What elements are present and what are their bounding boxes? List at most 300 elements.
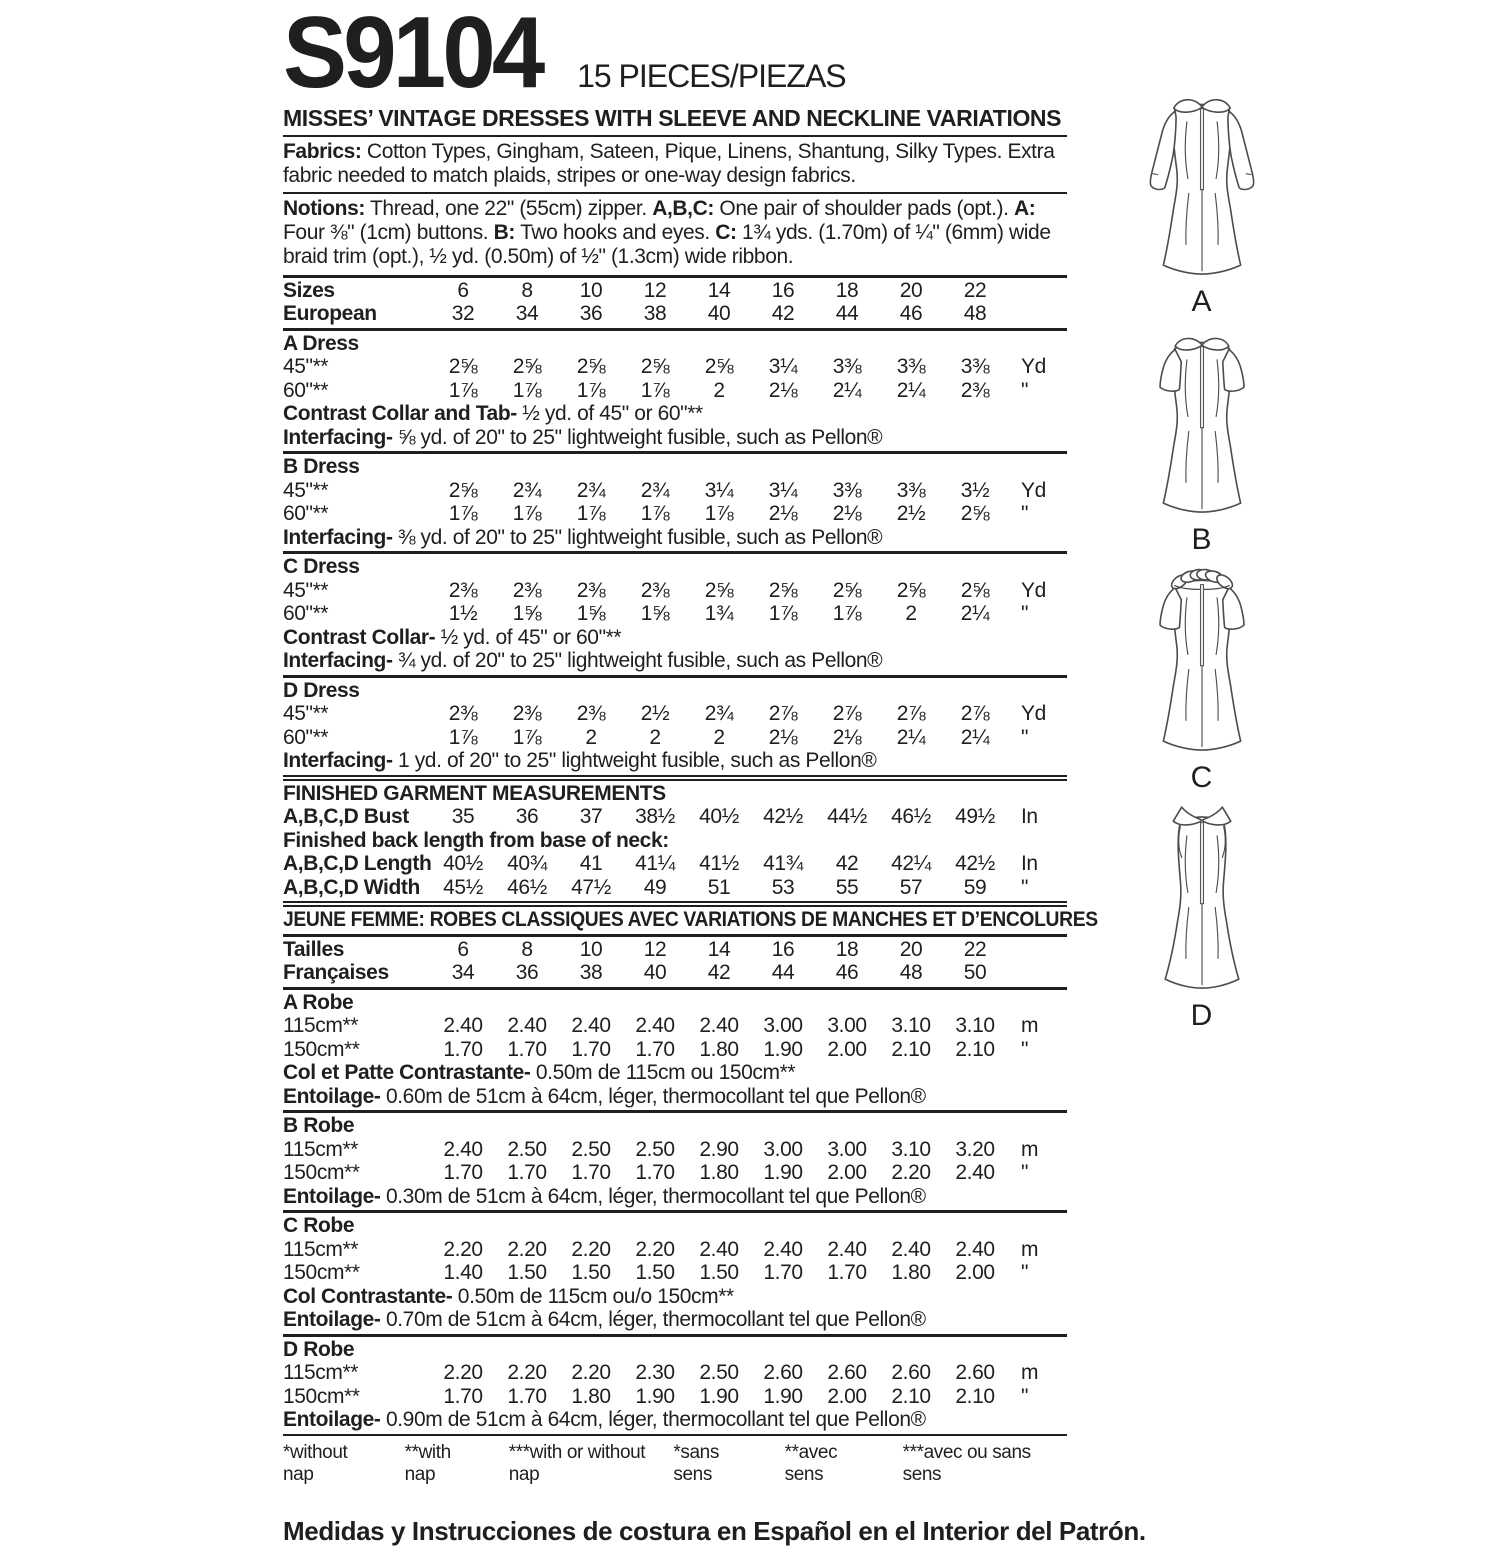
data-row (283, 805, 1067, 829)
cell-value: 2.10 (891, 1037, 931, 1061)
row-label: 150cm** (283, 1037, 360, 1061)
unit-cell: " (1021, 602, 1029, 626)
cell-value: 2⅛ (768, 502, 798, 526)
cell-value: 2⅝ (960, 578, 990, 602)
data-row (283, 379, 1067, 403)
row-label: 150cm** (283, 1161, 360, 1185)
cell-value: 34 (515, 302, 539, 326)
cell-value: 3.10 (891, 1014, 931, 1038)
cell-value: 48 (899, 961, 923, 985)
unit-cell: " (1021, 875, 1029, 899)
table-section (283, 551, 1067, 675)
cell-value: 41½ (699, 852, 739, 876)
cell-value: 44 (771, 961, 795, 985)
note-label: Entoilage- (283, 1084, 381, 1108)
row-label: 45"** (283, 478, 329, 502)
cell-value: 10 (579, 937, 603, 961)
cell-value: 1.80 (571, 1384, 611, 1408)
cell-value: 2⅜ (576, 578, 606, 602)
bold-run: B: (493, 220, 516, 244)
row-label: Tailles (283, 937, 345, 961)
unit-cell (1007, 279, 1067, 303)
cell-value: 2.50 (507, 1137, 547, 1161)
cell-value: 2¼ (896, 725, 926, 749)
bold-run: A,B,C: (652, 196, 714, 220)
cell-value: 2⅞ (896, 702, 926, 726)
table-section (283, 901, 1098, 934)
cell-value: 16 (771, 937, 795, 961)
cell-value: 2.00 (827, 1037, 867, 1061)
unit-cell: Yd (1021, 478, 1046, 502)
cell-value: 1.70 (635, 1037, 675, 1061)
row-label: Sizes (283, 278, 335, 302)
unit-cell: m (1021, 1237, 1039, 1261)
cell-value: 1.70 (443, 1037, 483, 1061)
cell-value: 20 (899, 278, 923, 302)
cell-value: 2⅝ (960, 502, 990, 526)
cell-value: 32 (451, 302, 475, 326)
cell-value: 41 (579, 852, 603, 876)
cell-value: 2 (585, 725, 597, 749)
bold-run: C: (715, 220, 737, 244)
cell-value: 2¾ (512, 478, 542, 502)
cell-value: 59 (963, 875, 987, 899)
unit-cell: " (1021, 1037, 1029, 1061)
cell-value: 2⅜ (960, 378, 990, 402)
notions-paragraph (283, 194, 1067, 273)
cell-value: 2.40 (443, 1137, 483, 1161)
note-label: Interfacing- (283, 749, 393, 773)
unit-cell: m (1021, 1014, 1039, 1038)
cell-value: 2⅝ (576, 355, 606, 379)
data-row (283, 1385, 1067, 1409)
cell-value: 53 (771, 875, 795, 899)
footnote-item: ***avec ou sans sens (902, 1441, 1031, 1485)
table-section (283, 987, 1067, 1111)
cell-value: 2¾ (576, 478, 606, 502)
cell-value: 2⅝ (512, 355, 542, 379)
row-label: 150cm** (283, 1384, 360, 1408)
cell-value: 1.80 (699, 1161, 739, 1185)
section-heading: B Dress (283, 455, 360, 479)
cell-value: 2.40 (827, 1237, 867, 1261)
note-label: Entoilage- (283, 1308, 381, 1332)
cell-value: 3.00 (763, 1137, 803, 1161)
data-row (283, 579, 1067, 603)
cell-value: 1.70 (443, 1161, 483, 1185)
section-heading: Finished back length from base of neck: (283, 828, 669, 852)
cell-value: 2⅞ (768, 702, 798, 726)
cell-value: 10 (579, 278, 603, 302)
data-row (283, 1138, 1067, 1162)
note-label: Interfacing- (283, 425, 393, 449)
row-label: 60"** (283, 602, 329, 626)
data-row (283, 502, 1067, 526)
dress-a-illustration (1123, 86, 1281, 284)
footnotes-right (673, 1442, 1067, 1486)
cell-value: 3⅜ (832, 478, 862, 502)
cell-value: 42 (707, 961, 731, 985)
unit-cell (1007, 938, 1067, 962)
cell-value: 2.00 (955, 1261, 995, 1285)
cell-value: 42 (771, 302, 795, 326)
row-label: 115cm** (283, 1137, 359, 1161)
cell-value: 2⅛ (768, 725, 798, 749)
note-row (283, 1308, 1067, 1332)
cell-value: 2⅜ (512, 702, 542, 726)
row-label: Françaises (283, 961, 389, 985)
footer-note: Medidas y Instrucciones de costura en Español en el Interior del Patrón. (283, 1515, 1146, 1546)
table-section (283, 1110, 1067, 1210)
cell-value: 20 (899, 937, 923, 961)
pattern-number: S9104 (283, 0, 542, 109)
cell-value: 2.20 (443, 1361, 483, 1385)
cell-value: 40 (707, 302, 731, 326)
cell-value: 1⅞ (512, 378, 542, 402)
note-text: ⅝ yd. of 20" to 25" lightweight fusible, such as Pellon® (392, 425, 883, 449)
row-label: 115cm** (283, 1014, 359, 1038)
cell-value: 3.20 (955, 1137, 995, 1161)
cell-value: 2⅝ (448, 355, 478, 379)
cell-value: 22 (963, 278, 987, 302)
text-run: 1¾ yds. (1.70m) of ¼" (6mm) wide braid trim (opt.), ½ yd. (0.50m) of ½" (1.3cm) wide ribbon. (283, 220, 1051, 268)
cell-value: 1.70 (763, 1261, 803, 1285)
text-run: Thread, one 22" (55cm) zipper. (364, 196, 653, 220)
data-row (283, 702, 1067, 726)
table-section (283, 675, 1067, 775)
note-row (283, 402, 1067, 426)
footnotes-row (283, 1434, 1067, 1486)
data-row (283, 852, 1067, 876)
table-section (283, 451, 1067, 551)
data-row (283, 938, 1067, 962)
cell-value: 2.50 (635, 1137, 675, 1161)
cell-value: 37 (579, 805, 603, 829)
cell-value: 38 (643, 302, 667, 326)
note-row (283, 1285, 1067, 1309)
cell-value: 1.90 (763, 1037, 803, 1061)
note-label: Col Contrastante- (283, 1284, 453, 1308)
row-label: 60"** (283, 502, 329, 526)
cell-value: 2⅛ (832, 502, 862, 526)
content-column (283, 0, 1146, 1547)
table-section (283, 1210, 1067, 1334)
cell-value: 2¼ (960, 602, 990, 626)
cell-value: 2.60 (955, 1361, 995, 1385)
cell-value: 1.70 (827, 1261, 867, 1285)
cell-value: 1⅞ (832, 602, 862, 626)
cell-value: 3⅜ (832, 355, 862, 379)
section-heading: C Dress (283, 555, 360, 579)
cell-value: 2 (713, 725, 725, 749)
cell-value: 42 (835, 852, 859, 876)
table-section (283, 328, 1067, 452)
cell-value: 1.80 (891, 1261, 931, 1285)
note-label: Entoilage- (283, 1408, 381, 1432)
cell-value: 1⅞ (448, 378, 478, 402)
cell-value: 3¼ (704, 478, 734, 502)
cell-value: 42¼ (891, 852, 931, 876)
cell-value: 2.20 (571, 1361, 611, 1385)
cell-value: 46½ (507, 875, 547, 899)
note-row (283, 1408, 1067, 1432)
cell-value: 2.20 (507, 1237, 547, 1261)
note-label: Contrast Collar and Tab- (283, 402, 517, 426)
cell-value: 1⅞ (448, 725, 478, 749)
cell-value: 1.90 (699, 1384, 739, 1408)
cell-value: 1½ (448, 602, 478, 626)
note-text: 0.50m de 115cm ou/o 150cm** (452, 1284, 734, 1308)
cell-value: 1.50 (571, 1261, 611, 1285)
section-heading: A Dress (283, 331, 359, 355)
unit-cell: " (1021, 1384, 1029, 1408)
cell-value: 1⅞ (576, 502, 606, 526)
cell-value: 2.40 (571, 1014, 611, 1038)
cell-value: 2¾ (704, 702, 734, 726)
cell-value: 3⅜ (896, 478, 926, 502)
data-row (283, 1238, 1067, 1262)
unit-cell: " (1021, 378, 1029, 402)
cell-value: 2½ (896, 502, 926, 526)
cell-value: 2 (649, 725, 661, 749)
cell-value: 12 (643, 278, 667, 302)
data-row (283, 1014, 1067, 1038)
cell-value: 2⅜ (640, 578, 670, 602)
note-row (283, 749, 1067, 773)
cell-value: 2.40 (635, 1014, 675, 1038)
data-row (283, 602, 1067, 626)
cell-value: 45½ (443, 875, 483, 899)
note-label: Interfacing- (283, 525, 393, 549)
dress-figure-b (1123, 324, 1281, 557)
cell-value: 2¼ (832, 378, 862, 402)
view-label-b: B (1191, 523, 1213, 556)
note-row (283, 526, 1067, 550)
cell-value: 41¾ (763, 852, 803, 876)
cell-value: 2⅝ (896, 578, 926, 602)
cell-value: 1⅞ (768, 602, 798, 626)
data-row (283, 1261, 1067, 1285)
cell-value: 3.00 (827, 1014, 867, 1038)
unit-cell: m (1021, 1137, 1039, 1161)
cell-value: 8 (521, 937, 533, 961)
data-row (283, 961, 1067, 985)
note-text: ½ yd. of 45" or 60"** (435, 625, 622, 649)
cell-value: 46½ (891, 805, 931, 829)
cell-value: 1⅞ (704, 502, 734, 526)
cell-value: 2.20 (507, 1361, 547, 1385)
cell-value: 1.90 (763, 1161, 803, 1185)
note-row (283, 426, 1067, 450)
row-label: 115cm** (283, 1237, 359, 1261)
unit-cell: " (1021, 1161, 1029, 1185)
cell-value: 2.40 (891, 1237, 931, 1261)
cell-value: 2 (905, 602, 917, 626)
dress-figure-c (1123, 562, 1281, 795)
row-label: 115cm** (283, 1361, 359, 1385)
cell-value: 36 (515, 961, 539, 985)
data-row (283, 279, 1067, 303)
note-row (283, 1085, 1067, 1109)
cell-value: 1.70 (507, 1161, 547, 1185)
cell-value: 50 (963, 961, 987, 985)
illustrations-column (1072, 86, 1332, 1038)
dress-figure-a (1123, 86, 1281, 319)
cell-value: 18 (835, 937, 859, 961)
cell-value: 2.20 (571, 1237, 611, 1261)
section-heading: D Robe (283, 1337, 355, 1361)
cell-value: 2½ (640, 702, 670, 726)
cell-value: 1⅝ (512, 602, 542, 626)
cell-value: 3.00 (827, 1137, 867, 1161)
data-row (283, 1038, 1067, 1062)
cell-value: 49 (643, 875, 667, 899)
cell-value: 16 (771, 278, 795, 302)
cell-value: 2.90 (699, 1137, 739, 1161)
note-text: 0.70m de 51cm à 64cm, léger, thermocollant tel que Pellon® (380, 1308, 926, 1332)
cell-value: 41¼ (635, 852, 675, 876)
cell-value: 34 (451, 961, 475, 985)
cell-value: 2⅜ (448, 578, 478, 602)
cell-value: 1.40 (443, 1261, 483, 1285)
note-row (283, 1061, 1067, 1085)
cell-value: 2.40 (955, 1237, 995, 1261)
cell-value: 35 (451, 805, 475, 829)
footnote-item: **with nap (404, 1441, 451, 1485)
table-section (283, 934, 1067, 987)
cell-value: 38½ (635, 805, 675, 829)
cell-value: 1.50 (699, 1261, 739, 1285)
dress-b-illustration (1123, 324, 1281, 522)
row-label: 60"** (283, 378, 329, 402)
unit-cell: Yd (1021, 702, 1046, 726)
pattern-title: MISSES’ VINTAGE DRESSES WITH SLEEVE AND NECKLINE VARIATIONS (283, 105, 1067, 137)
cell-value: 2⅜ (576, 702, 606, 726)
cell-value: 1⅞ (576, 378, 606, 402)
cell-value: 2.40 (955, 1161, 995, 1185)
cell-value: 42½ (955, 852, 995, 876)
cell-value: 6 (457, 937, 469, 961)
text-run: Four ⅜" (1cm) buttons. (283, 220, 494, 244)
unit-cell: In (1021, 805, 1038, 829)
view-label-d: D (1190, 999, 1214, 1032)
cell-value: 38 (579, 961, 603, 985)
note-row (283, 649, 1067, 673)
cell-value: 2.40 (699, 1014, 739, 1038)
cell-value: 46 (899, 302, 923, 326)
cell-value: 1⅝ (640, 602, 670, 626)
unit-cell: " (1021, 1261, 1029, 1285)
cell-value: 3⅜ (896, 355, 926, 379)
cell-value: 2.10 (891, 1384, 931, 1408)
cell-value: 2.40 (443, 1014, 483, 1038)
text-run: One pair of shoulder pads (opt.). (713, 196, 1014, 220)
footnote-item: **avec sens (784, 1441, 838, 1485)
cell-value: 3.00 (763, 1014, 803, 1038)
cell-value: 1.90 (763, 1384, 803, 1408)
data-row (283, 1361, 1067, 1385)
data-row (283, 726, 1067, 750)
note-label: Interfacing- (283, 649, 393, 673)
cell-value: 14 (707, 937, 731, 961)
cell-value: 2.60 (827, 1361, 867, 1385)
row-label: 150cm** (283, 1261, 360, 1285)
cell-value: 40½ (699, 805, 739, 829)
cell-value: 2⅜ (512, 578, 542, 602)
cell-value: 2.50 (699, 1361, 739, 1385)
cell-value: 2⅝ (640, 355, 670, 379)
cell-value: 36 (515, 805, 539, 829)
cell-value: 51 (707, 875, 731, 899)
cell-value: 1.70 (507, 1037, 547, 1061)
cell-value: 2⅝ (704, 355, 734, 379)
bold-run: Fabrics: (283, 139, 362, 163)
cell-value: 1.70 (443, 1384, 483, 1408)
cell-value: 1⅞ (640, 502, 670, 526)
section-heading: D Dress (283, 678, 360, 702)
note-row (283, 626, 1067, 650)
note-text: 0.30m de 51cm à 64cm, léger, thermocollant tel que Pellon® (380, 1184, 926, 1208)
unit-cell: " (1021, 725, 1029, 749)
row-label: A,B,C,D Bust (283, 805, 409, 829)
cell-value: 2¾ (640, 478, 670, 502)
cell-value: 2¼ (896, 378, 926, 402)
row-label: 45"** (283, 578, 329, 602)
cell-value: 2.10 (955, 1037, 995, 1061)
cell-value: 22 (963, 937, 987, 961)
cell-value: 2⅝ (768, 578, 798, 602)
cell-value: 1.70 (571, 1161, 611, 1185)
cell-value: 12 (643, 937, 667, 961)
data-row (283, 355, 1067, 379)
view-label-c: C (1190, 761, 1214, 794)
cell-value: 44 (835, 302, 859, 326)
dress-figure-d (1123, 800, 1281, 1033)
table-section (283, 775, 1067, 902)
section-heading: A Robe (283, 990, 354, 1014)
data-row (283, 302, 1067, 326)
unit-cell (1007, 961, 1067, 985)
cell-value: 1.70 (507, 1384, 547, 1408)
footnote-item: *without nap (283, 1441, 348, 1485)
row-label: A,B,C,D Length (283, 852, 432, 876)
note-text: 0.90m de 51cm à 64cm, léger, thermocollant tel que Pellon® (380, 1408, 926, 1432)
data-row (283, 1161, 1067, 1185)
cell-value: 2¼ (960, 725, 990, 749)
cell-value: 1.90 (635, 1384, 675, 1408)
cell-value: 6 (457, 278, 469, 302)
table-section (283, 1334, 1067, 1434)
note-text: 1 yd. of 20" to 25" lightweight fusible, such as Pellon® (392, 749, 877, 773)
data-row (283, 479, 1067, 503)
cell-value: 49½ (955, 805, 995, 829)
cell-value: 2⅜ (448, 702, 478, 726)
note-row (283, 1185, 1067, 1209)
cell-value: 1⅞ (512, 502, 542, 526)
unit-cell: m (1021, 1361, 1039, 1385)
cell-value: 3.10 (891, 1137, 931, 1161)
unit-cell: In (1021, 852, 1038, 876)
table-section (283, 275, 1067, 328)
cell-value: 2.60 (891, 1361, 931, 1385)
cell-value: 1.70 (571, 1037, 611, 1061)
row-label: 60"** (283, 725, 329, 749)
cell-value: 2 (713, 378, 725, 402)
cell-value: 42½ (763, 805, 803, 829)
note-text: 0.60m de 51cm à 64cm, léger, thermocollant tel que Pellon® (380, 1084, 926, 1108)
cell-value: 55 (835, 875, 859, 899)
cell-value: 3.10 (955, 1014, 995, 1038)
